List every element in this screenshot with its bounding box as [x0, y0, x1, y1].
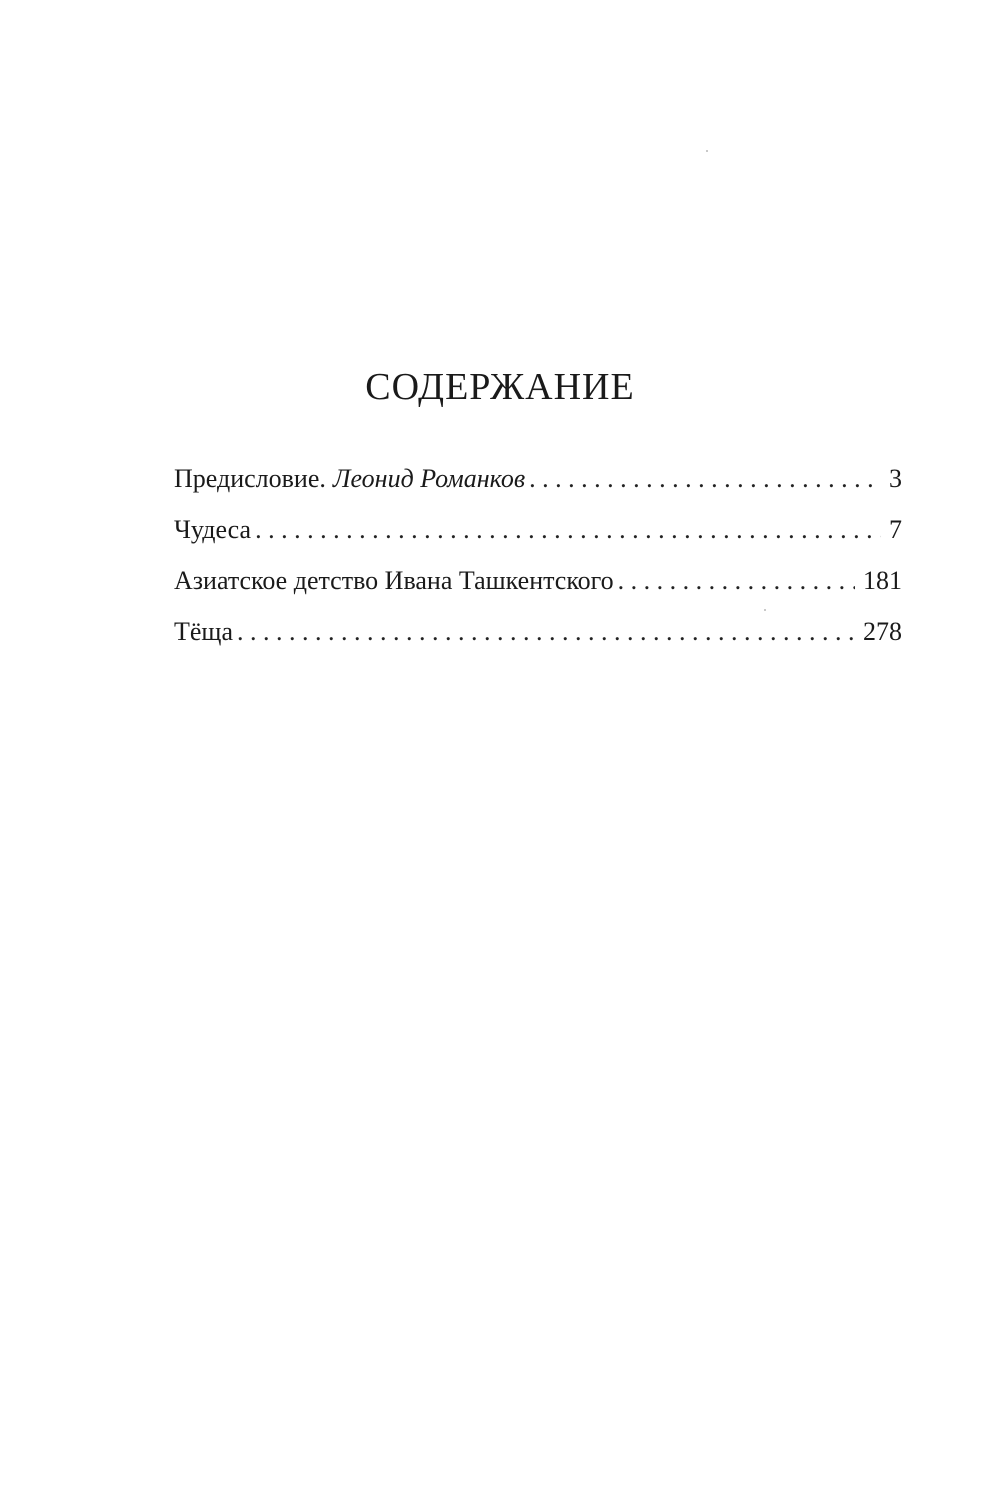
toc-entry-title-text: Предисловие. — [174, 464, 326, 493]
dot-leader — [237, 614, 855, 650]
toc-entry-title: Чудеса — [174, 515, 252, 544]
dot-leader — [255, 512, 881, 548]
toc-entry-page-number: 278 — [863, 617, 902, 646]
toc-entry-title — [174, 461, 525, 497]
toc-entry-chudesa — [174, 512, 902, 563]
dot-leader — [618, 563, 855, 599]
scan-speck — [764, 609, 766, 611]
toc-entry-page-number: 181 — [863, 566, 902, 595]
toc-entry-author: Леонид Романков — [332, 464, 526, 493]
toc-entry-teshcha — [174, 614, 902, 665]
scan-speck — [706, 150, 708, 152]
table-of-contents — [174, 461, 902, 665]
dot-leader — [529, 461, 881, 497]
toc-entry-preface — [174, 461, 902, 512]
toc-entry-title: Тёща — [174, 617, 233, 646]
page-title: СОДЕРЖАНИЕ — [365, 366, 635, 408]
toc-entry-page-number: 7 — [889, 515, 902, 544]
toc-entry-title: Азиатское детство Ивана Ташкентского — [174, 566, 614, 595]
toc-entry-asian-childhood — [174, 563, 902, 614]
toc-entry-page-number: 3 — [889, 464, 902, 493]
